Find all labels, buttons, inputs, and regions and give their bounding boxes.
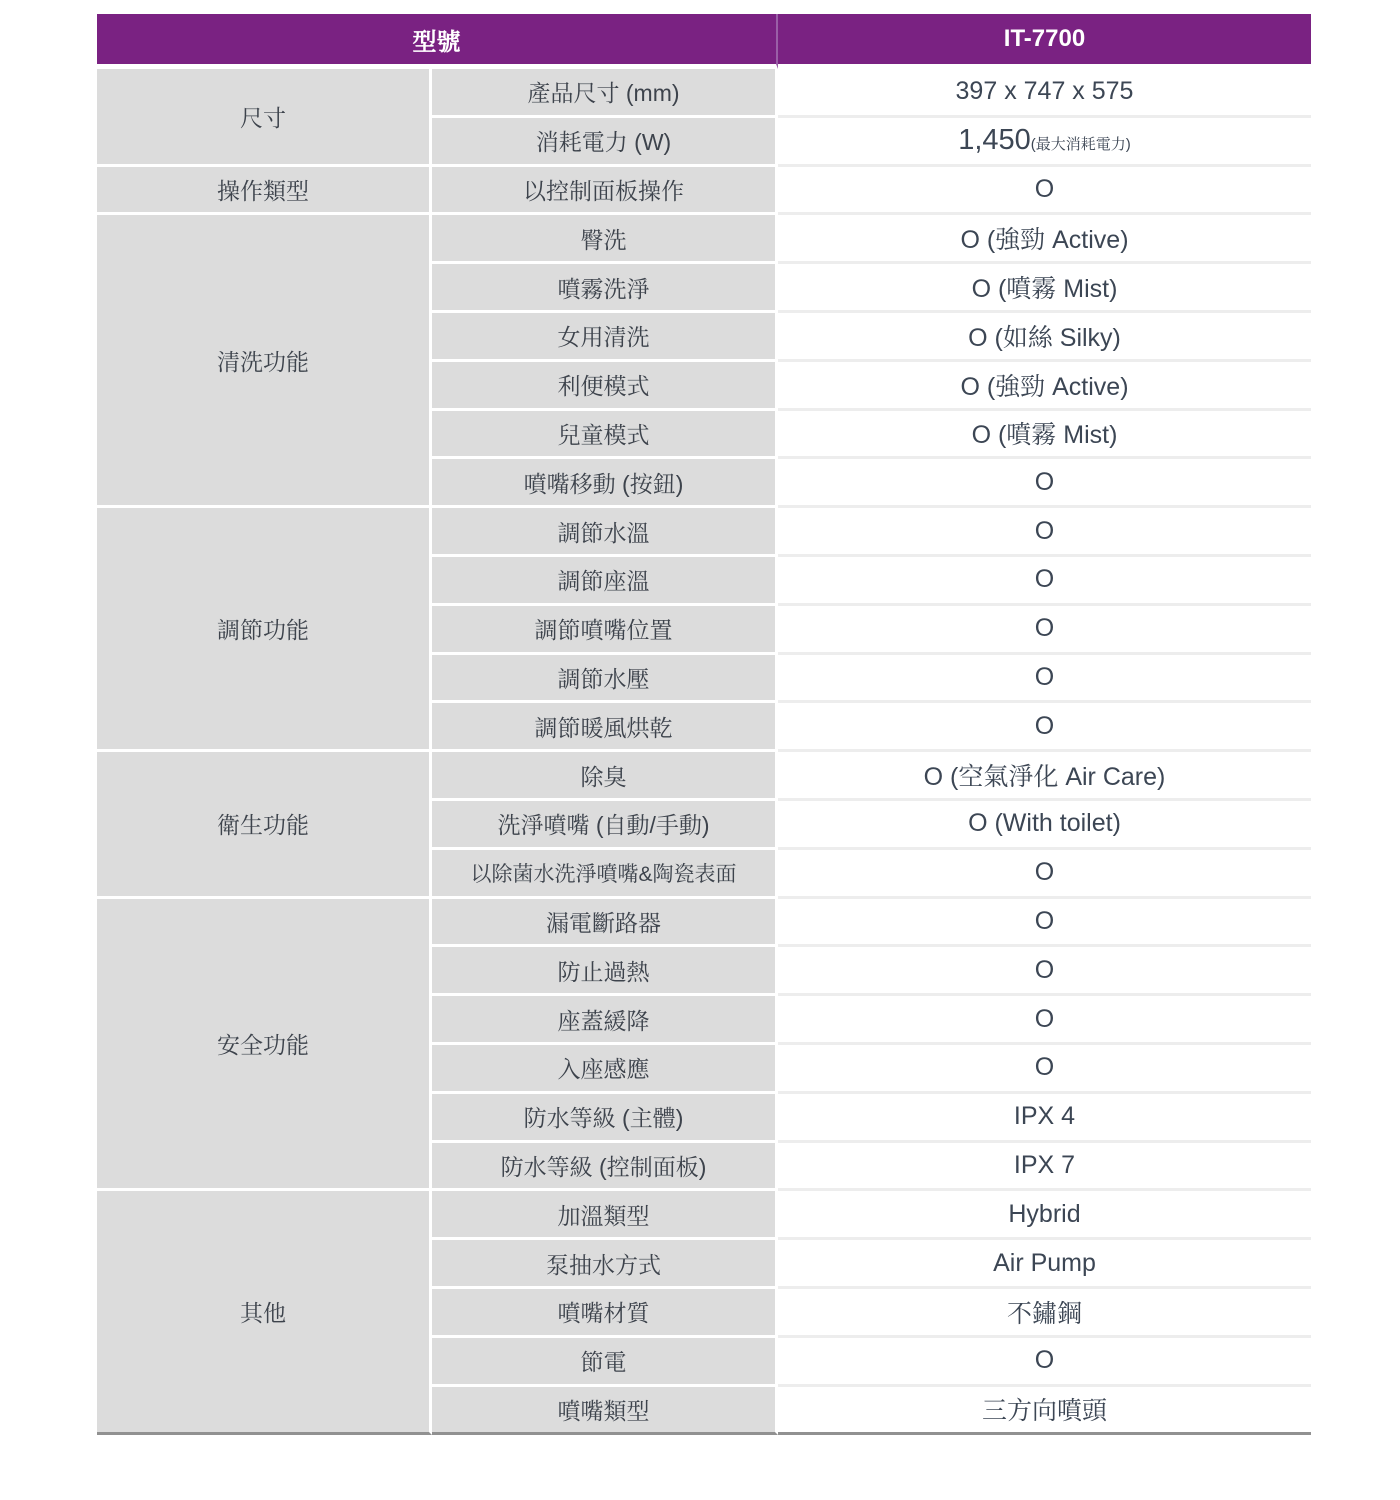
spec-row: [97, 167, 1311, 216]
spec-table-body: [97, 69, 1311, 1435]
value-cell: O (強勁 Active): [778, 215, 1311, 264]
spec-row: [97, 1191, 1311, 1240]
item-cell: 防止過熱: [432, 947, 778, 996]
value-cell: Air Pump: [778, 1240, 1311, 1289]
category-cell: 操作類型: [97, 167, 432, 216]
value-cell: O (噴霧 Mist): [778, 411, 1311, 460]
item-cell: 入座感應: [432, 1045, 778, 1094]
value-cell: O: [778, 1338, 1311, 1387]
item-cell: 洗淨噴嘴 (自動/手動): [432, 801, 778, 850]
item-cell: 產品尺寸 (mm): [432, 69, 778, 118]
spec-row: [97, 215, 1311, 264]
value-cell: IPX 7: [778, 1143, 1311, 1192]
value-cell: O: [778, 1045, 1311, 1094]
spec-sheet: [97, 14, 1311, 1435]
value-cell: O: [778, 606, 1311, 655]
category-cell: 調節功能: [97, 508, 432, 752]
category-cell: 尺寸: [97, 69, 432, 167]
item-cell: 除臭: [432, 752, 778, 801]
item-cell: 漏電斷路器: [432, 899, 778, 948]
value-cell: O: [778, 850, 1311, 899]
item-cell: 以除菌水洗淨噴嘴&陶瓷表面: [432, 850, 778, 899]
value-cell: 三方向噴頭: [778, 1387, 1311, 1436]
item-cell: 泵抽水方式: [432, 1240, 778, 1289]
item-cell: 女用清洗: [432, 313, 778, 362]
value-cell: O (如絲 Silky): [778, 313, 1311, 362]
item-cell: 加溫類型: [432, 1191, 778, 1240]
value-cell: [778, 118, 1311, 167]
item-cell: 消耗電力 (W): [432, 118, 778, 167]
value-cell: O (空氣淨化 Air Care): [778, 752, 1311, 801]
category-cell: 其他: [97, 1191, 432, 1435]
value-cell: O: [778, 899, 1311, 948]
value-cell: O: [778, 459, 1311, 508]
item-cell: 防水等級 (控制面板): [432, 1143, 778, 1192]
category-cell: 清洗功能: [97, 215, 432, 508]
item-cell: 調節座溫: [432, 557, 778, 606]
value-cell: 397 x 747 x 575: [778, 69, 1311, 118]
value-cell: O (強勁 Active): [778, 362, 1311, 411]
category-cell: 衛生功能: [97, 752, 432, 898]
item-cell: 調節水壓: [432, 655, 778, 704]
item-cell: 噴嘴移動 (按鈕): [432, 459, 778, 508]
item-cell: 利便模式: [432, 362, 778, 411]
spec-row: [97, 752, 1311, 801]
item-cell: 防水等級 (主體): [432, 1094, 778, 1143]
item-cell: 座蓋緩降: [432, 996, 778, 1045]
spec-table: [97, 14, 1311, 1435]
value-cell: O: [778, 703, 1311, 752]
spec-row: [97, 69, 1311, 118]
item-cell: 噴嘴類型: [432, 1387, 778, 1436]
item-cell: 調節暖風烘乾: [432, 703, 778, 752]
category-cell: 安全功能: [97, 899, 432, 1192]
item-cell: 調節水溫: [432, 508, 778, 557]
item-cell: 以控制面板操作: [432, 167, 778, 216]
value-cell: IPX 4: [778, 1094, 1311, 1143]
value-cell: O: [778, 655, 1311, 704]
value-cell: O (With toilet): [778, 801, 1311, 850]
spec-row: [97, 508, 1311, 557]
value-cell: 不鏽鋼: [778, 1289, 1311, 1338]
spec-table-header: [97, 14, 1311, 69]
item-cell: 臀洗: [432, 215, 778, 264]
value-cell: O: [778, 508, 1311, 557]
value-cell: O: [778, 996, 1311, 1045]
item-cell: 節電: [432, 1338, 778, 1387]
spec-row: [97, 899, 1311, 948]
model-label-header: 型號: [97, 14, 778, 69]
item-cell: 調節噴嘴位置: [432, 606, 778, 655]
model-value-header: IT-7700: [778, 14, 1311, 69]
value-cell: O: [778, 167, 1311, 216]
value-cell: O (噴霧 Mist): [778, 264, 1311, 313]
item-cell: 噴霧洗淨: [432, 264, 778, 313]
value-main: 1,450: [958, 124, 1031, 157]
value-cell: O: [778, 947, 1311, 996]
item-cell: 噴嘴材質: [432, 1289, 778, 1338]
value-note: (最大消耗電力): [1030, 136, 1131, 154]
value-cell: O: [778, 557, 1311, 606]
value-cell: Hybrid: [778, 1191, 1311, 1240]
item-cell: 兒童模式: [432, 411, 778, 460]
